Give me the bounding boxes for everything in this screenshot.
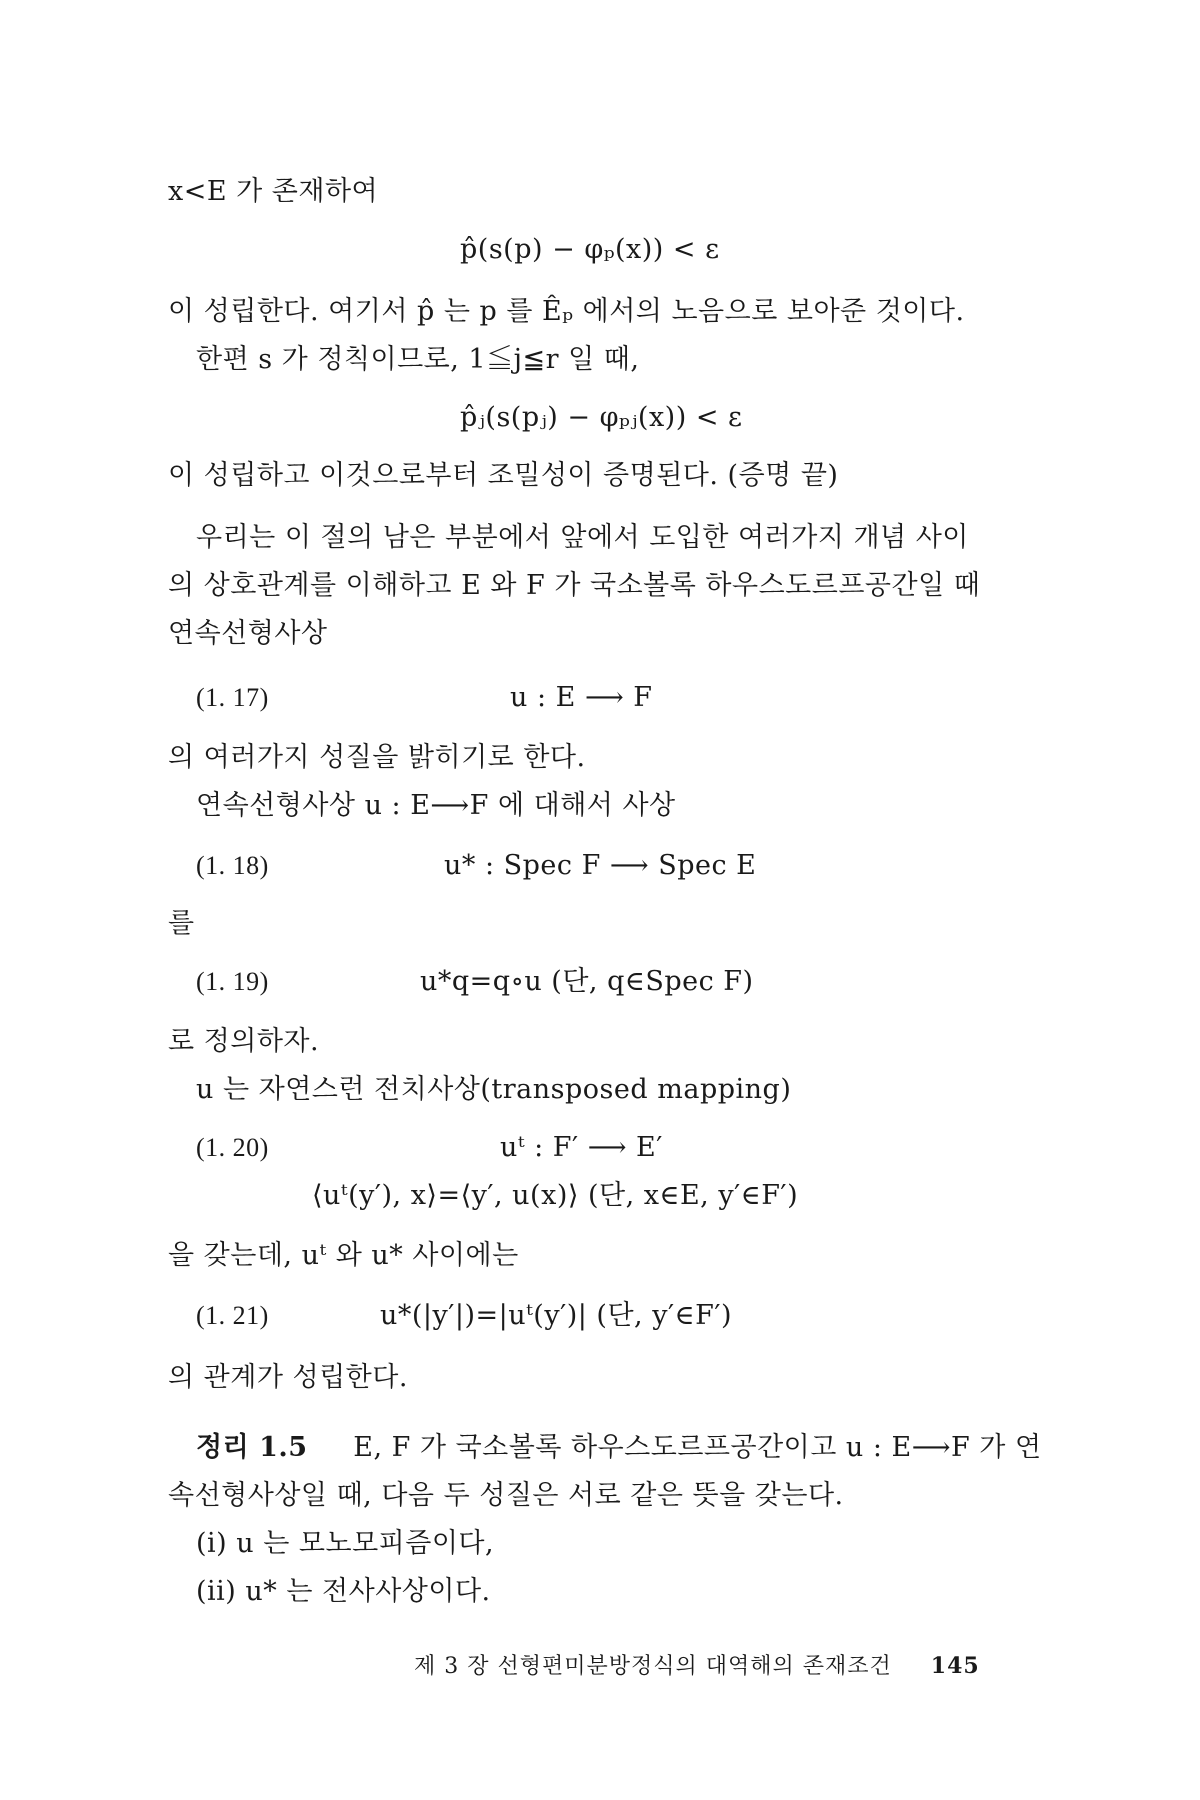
equation: u* : Spec F ⟶ Spec E bbox=[444, 850, 757, 881]
text-line: u 는 자연스런 전치사상(transposed mapping) bbox=[196, 1074, 792, 1105]
text-line: 연속선형사상 u : E⟶F 에 대해서 사상 bbox=[196, 790, 676, 821]
equation: p̂(s(p) − φₚ(x)) < ε bbox=[460, 234, 720, 265]
text-line: 의 관계가 성립한다. bbox=[168, 1362, 408, 1393]
theorem-item: (ii) u* 는 전사사상이다. bbox=[196, 1576, 491, 1607]
equation-number: (1. 20) bbox=[196, 1133, 269, 1162]
equation: u*q=q∘u (단, q∈Spec F) bbox=[420, 966, 754, 997]
equation: p̂ⱼ(s(pⱼ) − φₚⱼ(x)) < ε bbox=[460, 402, 743, 433]
equation-number: (1. 21) bbox=[196, 1301, 269, 1330]
text-line: 이 성립한다. 여기서 p̂ 는 p 를 Êₚ 에서의 노음으로 보아준 것이다. bbox=[168, 296, 965, 327]
text-line: 의 여러가지 성질을 밝히기로 한다. bbox=[168, 742, 586, 773]
text-line: 로 정의하자. bbox=[168, 1026, 320, 1057]
text-line: 한편 s 가 정칙이므로, 1≦j≦r 일 때, bbox=[196, 344, 640, 375]
text-line: 이 성립하고 이것으로부터 조밀성이 증명된다. (증명 끝) bbox=[168, 460, 839, 491]
text-line: x<E 가 존재하여 bbox=[168, 176, 379, 207]
text-line: 을 갖는데, uᵗ 와 u* 사이에는 bbox=[168, 1240, 519, 1271]
equation-number: (1. 19) bbox=[196, 967, 269, 996]
equation: ⟨uᵗ(y′), x⟩=⟨y′, u(x)⟩ (단, x∈E, y′∈F′) bbox=[312, 1180, 799, 1211]
theorem-item: (i) u 는 모노모피즘이다, bbox=[196, 1528, 495, 1559]
theorem-line: 속선형사상일 때, 다음 두 성질은 서로 같은 뜻을 갖는다. bbox=[168, 1480, 844, 1511]
equation: uᵗ : F′ ⟶ E′ bbox=[500, 1132, 663, 1163]
equation-number: (1. 17) bbox=[196, 683, 269, 712]
theorem-text: E, F 가 국소볼록 하우스도르프공간이고 u : E⟶F 가 연 bbox=[353, 1432, 1042, 1463]
paragraph-line: 우리는 이 절의 남은 부분에서 앞에서 도입한 여러가지 개념 사이 bbox=[196, 522, 969, 553]
page-number: 145 bbox=[930, 1653, 980, 1679]
paragraph-line: 의 상호관계를 이해하고 E 와 F 가 국소볼록 하우스도르프공간일 때 bbox=[168, 570, 981, 601]
paragraph-line: 연속선형사상 bbox=[168, 618, 328, 649]
equation: u*(|y′|)=|uᵗ(y′)| (단, y′∈F′) bbox=[380, 1300, 732, 1331]
equation: u : E ⟶ F bbox=[510, 682, 653, 713]
text-line: 를 bbox=[168, 908, 195, 939]
theorem-label: 정리 1.5 bbox=[196, 1432, 308, 1463]
theorem-line bbox=[196, 1428, 1042, 1468]
chapter-title: 제 3 장 선형편미분방정식의 대역해의 존재조건 bbox=[414, 1654, 892, 1679]
running-footer bbox=[414, 1646, 980, 1687]
equation-number: (1. 18) bbox=[196, 851, 269, 880]
